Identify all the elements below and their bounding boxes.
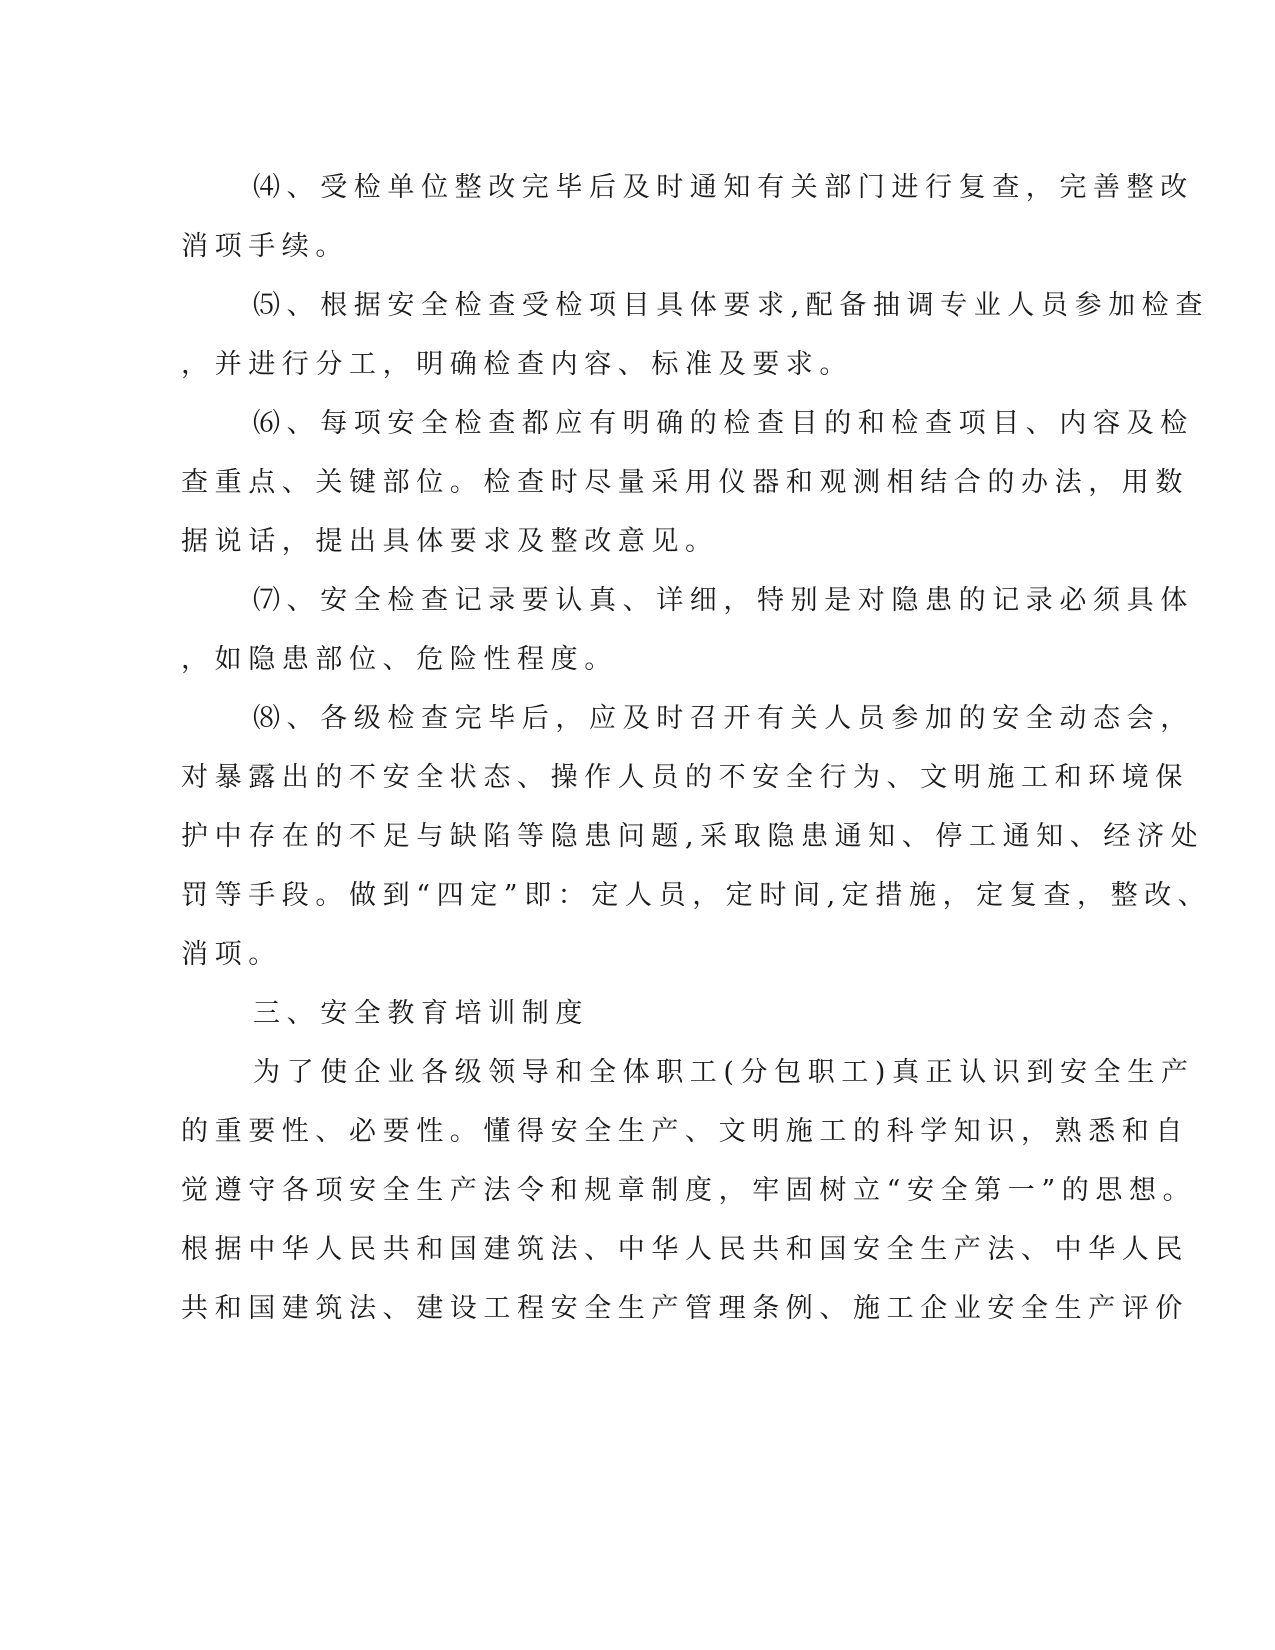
text-line: ，并进行分工，明确检查内容、标准及要求。	[181, 349, 853, 380]
paragraph-section-3-body	[181, 1043, 1197, 1338]
document-body	[181, 158, 1212, 1338]
text-line: ，如隐患部位、危险性程度。	[181, 644, 618, 675]
paragraph-item-6	[181, 394, 1194, 571]
paragraph-item-7	[181, 571, 1194, 689]
text-line: 据说话，提出具体要求及整改意见。	[181, 526, 719, 557]
text-line: 消项。	[181, 939, 282, 970]
text-line: 觉遵守各项安全生产法令和规章制度，牢固树立“安全第一”的思想。	[181, 1175, 1197, 1206]
text-line: 罚等手段。做到“四定”即：定人员，定时间,定措施，定复查，整改、	[181, 880, 1212, 911]
text-line: ⑹、每项安全检查都应有明确的检查目的和检查项目、内容及检	[253, 408, 1194, 439]
text-line: 为了使企业各级领导和全体职工(分包职工)真正认识到安全生产	[253, 1057, 1195, 1088]
text-line: 的重要性、必要性。懂得安全生产、文明施工的科学知识，熟悉和自	[181, 1116, 1189, 1147]
paragraph-item-5	[181, 276, 1209, 394]
text-line: 根据中华人民共和国建筑法、中华人民共和国安全生产法、中华人民	[181, 1234, 1189, 1265]
section-3-heading	[181, 984, 1041, 1043]
text-line: ⑸、根据安全检查受检项目具体要求,配备抽调专业人员参加检查	[253, 290, 1209, 321]
section-heading: 三、安全教育培训制度	[253, 998, 589, 1029]
text-line: ⑻、各级检查完毕后，应及时召开有关人员参加的安全动态会，	[253, 703, 1194, 734]
paragraph-item-8	[181, 689, 1212, 984]
text-line: ⑷、受检单位整改完毕后及时通知有关部门进行复查，完善整改	[253, 172, 1194, 203]
text-line: 消项手续。	[181, 231, 349, 262]
text-line: 共和国建筑法、建设工程安全生产管理条例、施工企业安全生产评价	[181, 1293, 1189, 1324]
text-line: ⑺、安全检查记录要认真、详细，特别是对隐患的记录必须具体	[253, 585, 1194, 616]
text-line: 对暴露出的不安全状态、操作人员的不安全行为、文明施工和环境保	[181, 762, 1189, 793]
text-line: 护中存在的不足与缺陷等隐患问题,采取隐患通知、停工通知、经济处	[181, 821, 1205, 852]
text-line: 查重点、关键部位。检查时尽量采用仪器和观测相结合的办法，用数	[181, 467, 1189, 498]
paragraph-item-4	[181, 158, 1194, 276]
